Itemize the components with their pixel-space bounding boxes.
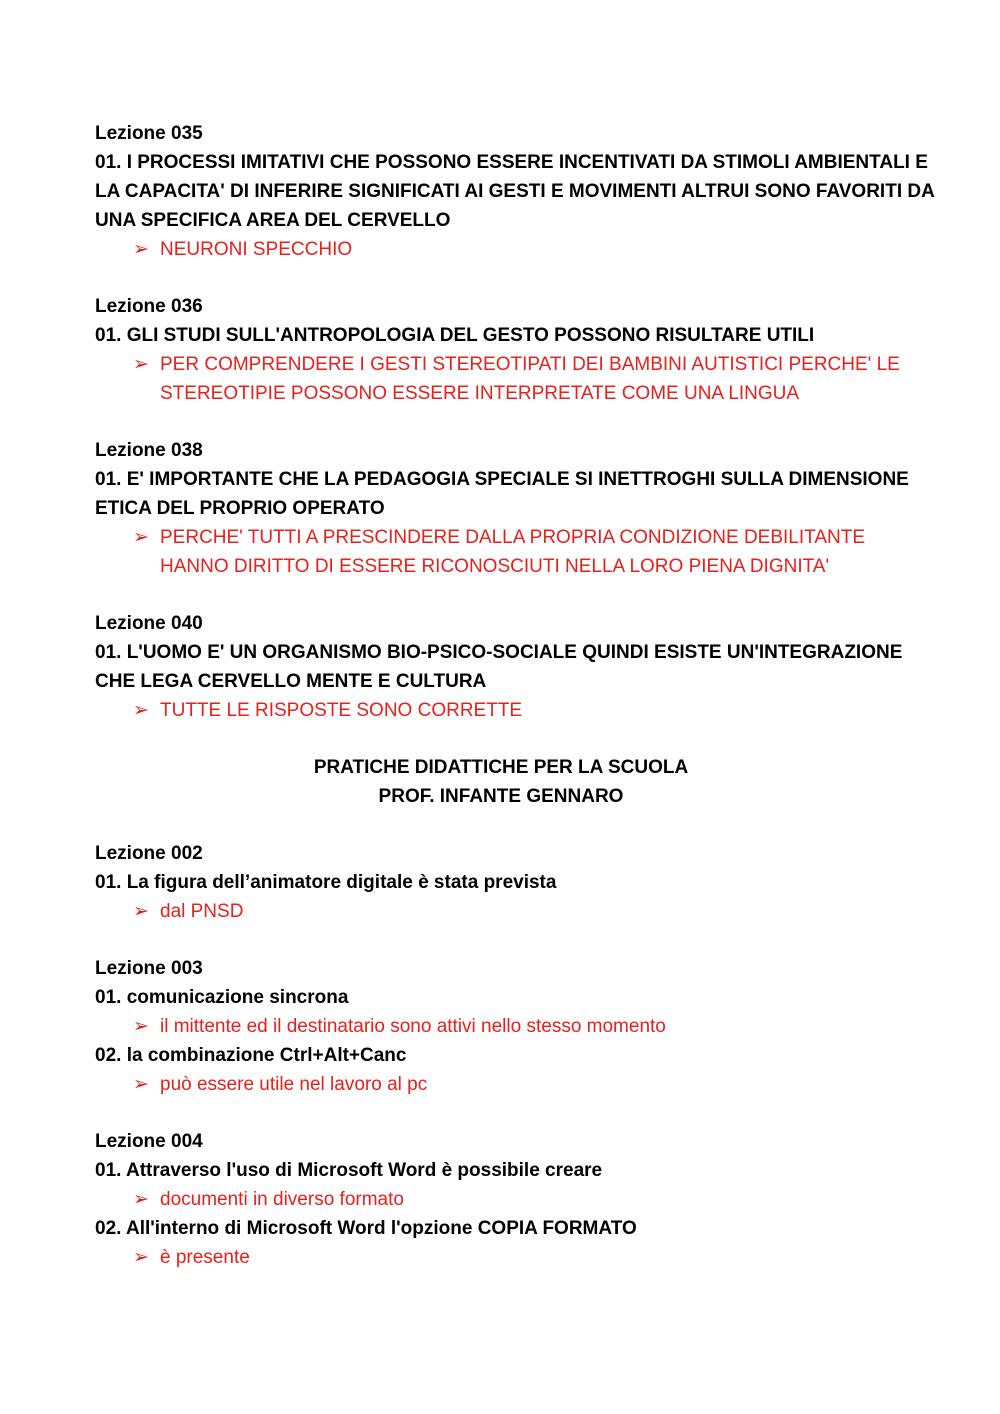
question-text: 01. E' IMPORTANTE CHE LA PEDAGOGIA SPECIALE SI INETTROGHI SULLA DIMENSIONE ETICA DEL PROPRIO OPERATO	[95, 469, 909, 519]
answer-item	[95, 1243, 935, 1272]
question-text: 01. I PROCESSI IMITATIVI CHE POSSONO ESSERE INCENTIVATI DA STIMOLI AMBIENTALI E LA CAPACITA' DI INFERIRE SIGNIFICATI AI GESTI E MOVIMENTI ALTRUI SONO FAVORITI DA UNA SPECIFICA AREA DEL CERVELLO	[95, 152, 935, 231]
answer-item	[95, 897, 935, 926]
lesson-section	[95, 839, 935, 926]
answer-item	[95, 1012, 935, 1041]
answer-text: dal PNSD	[160, 901, 244, 922]
lesson-title: Lezione 002	[95, 843, 203, 864]
lesson-section	[95, 954, 935, 1099]
answer-text: è presente	[160, 1247, 250, 1268]
question-text: 01. GLI STUDI SULL'ANTROPOLOGIA DEL GESTO POSSONO RISULTARE UTILI	[95, 325, 815, 346]
answer-item	[95, 235, 935, 264]
answer-text: PER COMPRENDERE I GESTI STEREOTIPATI DEI BAMBINI AUTISTICI PERCHE' LE STEREOTIPIE POSSONO ESSERE INTERPRETATE COME UNA LINGUA	[160, 354, 900, 404]
lesson-section	[95, 292, 935, 408]
course-professor: PROF. INFANTE GENNARO	[378, 786, 624, 807]
course-title: PRATICHE DIDATTICHE PER LA SCUOLA	[313, 757, 689, 778]
arrow-bullet-icon: ➢	[133, 239, 149, 260]
question-text: 02. la combinazione Ctrl+Alt+Canc	[95, 1045, 407, 1066]
answer-text: PERCHE' TUTTI A PRESCINDERE DALLA PROPRIA CONDIZIONE DEBILITANTE HANNO DIRITTO DI ESSERE RICONOSCIUTI NELLA LORO PIENA DIGNITA'	[160, 527, 866, 577]
answer-item	[95, 1070, 935, 1099]
lesson-title: Lezione 038	[95, 440, 203, 461]
answer-text: TUTTE LE RISPOSTE SONO CORRETTE	[160, 700, 523, 721]
lesson-section	[95, 119, 935, 264]
arrow-bullet-icon: ➢	[133, 1189, 149, 1210]
answer-item	[95, 350, 935, 408]
answer-text: il mittente ed il destinatario sono attivi nello stesso momento	[160, 1016, 666, 1037]
arrow-bullet-icon: ➢	[133, 1247, 149, 1268]
lesson-title: Lezione 040	[95, 613, 203, 634]
lesson-title: Lezione 036	[95, 296, 203, 317]
arrow-bullet-icon: ➢	[133, 1016, 149, 1037]
question-text: 01. La figura dell’animatore digitale è stata prevista	[95, 872, 557, 893]
lesson-section	[95, 1127, 935, 1272]
answer-item	[95, 696, 935, 725]
lesson-section	[95, 436, 935, 581]
course-heading	[95, 753, 935, 811]
arrow-bullet-icon: ➢	[133, 901, 149, 922]
lesson-section	[95, 609, 935, 725]
arrow-bullet-icon: ➢	[133, 1074, 149, 1095]
question-text: 01. Attraverso l'uso di Microsoft Word è possibile creare	[95, 1160, 603, 1181]
lesson-title: Lezione 035	[95, 123, 203, 144]
lesson-title: Lezione 004	[95, 1131, 203, 1152]
answer-text: NEURONI SPECCHIO	[160, 239, 353, 260]
question-text: 01. L'UOMO E' UN ORGANISMO BIO-PSICO-SOCIALE QUINDI ESISTE UN'INTEGRAZIONE CHE LEGA CERVELLO MENTE E CULTURA	[95, 642, 903, 692]
answer-text: documenti in diverso formato	[160, 1189, 404, 1210]
answer-item	[95, 523, 935, 581]
answer-item	[95, 1185, 935, 1214]
arrow-bullet-icon: ➢	[133, 354, 149, 375]
question-text: 02. All'interno di Microsoft Word l'opzione COPIA FORMATO	[95, 1218, 637, 1239]
arrow-bullet-icon: ➢	[133, 700, 149, 721]
lesson-title: Lezione 003	[95, 958, 203, 979]
document-page	[95, 119, 935, 1272]
answer-text: può essere utile nel lavoro al pc	[160, 1074, 428, 1095]
arrow-bullet-icon: ➢	[133, 527, 149, 548]
question-text: 01. comunicazione sincrona	[95, 987, 349, 1008]
